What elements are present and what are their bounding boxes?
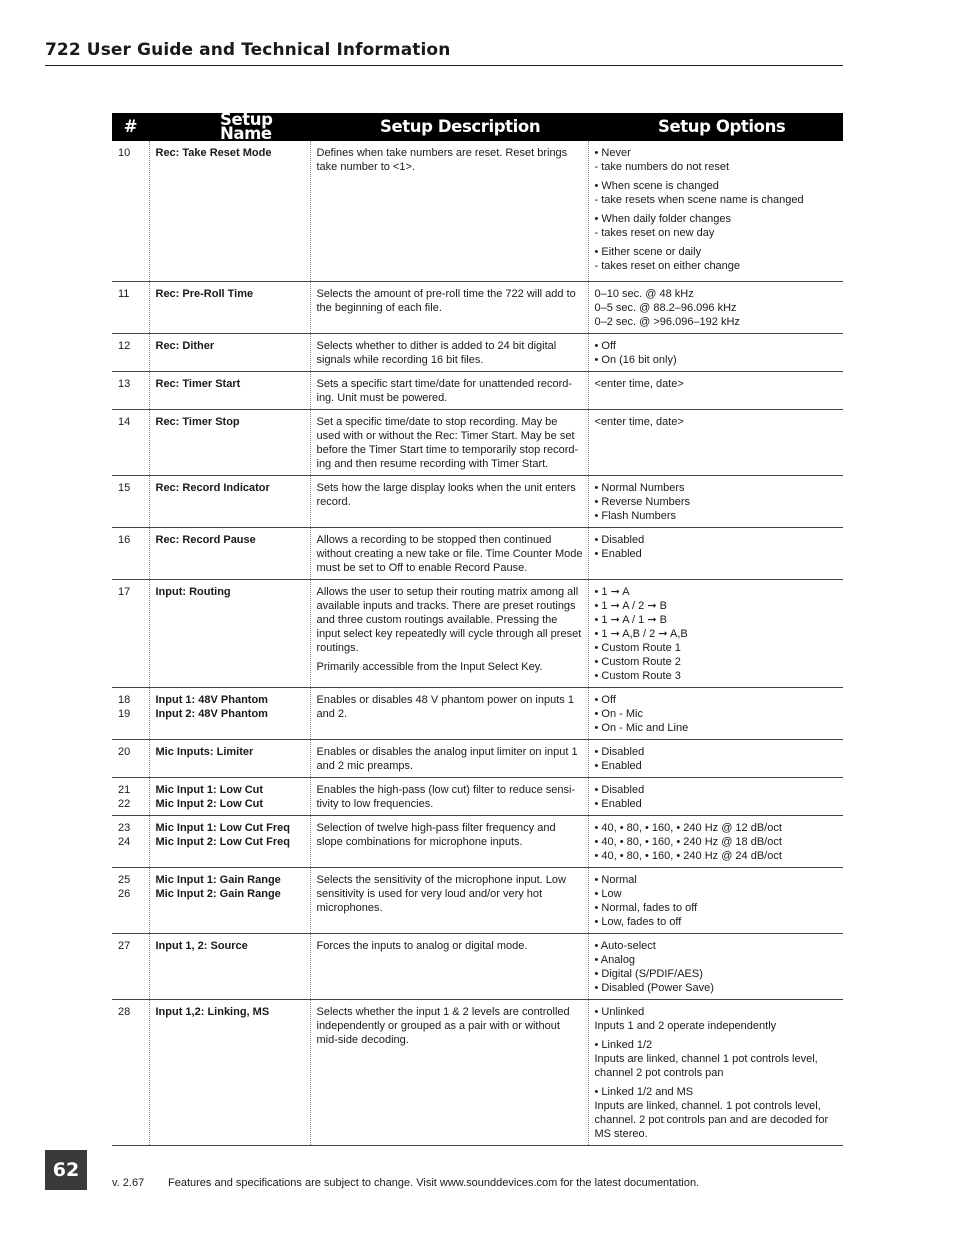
option-group (595, 873, 838, 929)
description-paragraph (317, 146, 582, 174)
option-line: • Off (594, 339, 616, 352)
setup-name: Rec: Timer Start (155, 377, 241, 390)
description-line: Selects the amount of pre-roll time the 722 will add to (316, 287, 576, 300)
description-line: slope combinations for microphone inputs. (316, 835, 523, 848)
setup-name-cell (149, 739, 310, 777)
description-line: Enables or disables 48 V phantom power on inputs 1 (316, 693, 574, 706)
setup-number: 20 (118, 745, 131, 758)
description-line: Primarily accessible from the Input Select Key. (316, 660, 543, 673)
setup-number-cell (112, 815, 149, 867)
table-row (112, 687, 843, 739)
option-line: • Custom Route 2 (594, 655, 681, 668)
setup-name-cell (149, 371, 310, 409)
description-paragraph (317, 821, 582, 849)
setup-number: 24 (118, 835, 131, 848)
setup-description-cell (310, 527, 588, 579)
table-row (112, 333, 843, 371)
setup-number: 10 (118, 147, 131, 159)
setup-number-cell (112, 999, 149, 1145)
option-line: - take resets when scene name is changed (594, 194, 804, 206)
option-line: • Off (594, 693, 616, 706)
option-line: • Either scene or daily (594, 246, 702, 258)
header-rule (45, 65, 843, 66)
setup-number: 27 (118, 939, 131, 952)
setup-description-cell (310, 687, 588, 739)
setup-options-cell (588, 527, 843, 579)
setup-description-cell (310, 777, 588, 815)
setup-number: 15 (118, 481, 131, 494)
setup-description-cell (310, 409, 588, 475)
option-line: • Normal Numbers (594, 481, 685, 494)
option-group (595, 1038, 838, 1080)
option-line: • Linked 1/2 (594, 1038, 653, 1051)
option-group (595, 783, 838, 811)
setup-number: 17 (118, 585, 131, 598)
setup-options-cell (588, 579, 843, 687)
setup-name: Input 1: 48V Phantom (155, 693, 268, 706)
setup-number-cell (112, 475, 149, 527)
option-line: 0–5 sec. @ 88.2–96.096 kHz (594, 301, 737, 314)
description-line: the beginning of each file. (316, 301, 442, 314)
setup-name: Rec: Take Reset Mode (155, 147, 272, 159)
option-line: • Low, fades to off (594, 915, 682, 928)
option-line: • Enabled (594, 759, 642, 772)
description-line: record. (316, 495, 351, 508)
option-line: - takes reset on either change (594, 260, 741, 272)
description-paragraph (317, 660, 582, 674)
setup-number: 25 (118, 873, 131, 886)
option-line: • Reverse Numbers (594, 495, 691, 508)
option-line: <enter time, date> (594, 377, 684, 390)
setup-options-cell (588, 475, 843, 527)
setup-number: 11 (118, 287, 130, 300)
setup-name: Mic Inputs: Limiter (155, 745, 254, 758)
setup-name: Rec: Record Pause (155, 533, 256, 546)
option-line: channel. 2 pot controls pan and are decoded for (594, 1113, 829, 1126)
description-paragraph (317, 693, 582, 721)
setup-number-cell (112, 141, 149, 281)
setup-name: Input 1, 2: Source (155, 939, 248, 952)
setup-number-cell (112, 579, 149, 687)
option-group (595, 212, 838, 240)
setup-name: Rec: Dither (155, 339, 215, 352)
option-line: MS stereo. (594, 1127, 648, 1140)
option-line: Inputs 1 and 2 operate independently (594, 1019, 777, 1032)
table-row (112, 527, 843, 579)
option-group (595, 377, 838, 391)
description-paragraph (317, 585, 582, 655)
setup-name: Mic Input 1: Gain Range (155, 873, 281, 886)
setup-number: 26 (118, 887, 131, 900)
setup-number: 28 (118, 1005, 131, 1018)
setup-number-cell (112, 527, 149, 579)
option-line: • Low (594, 887, 622, 900)
description-line: available inputs and tracks. There are preset routings (316, 599, 576, 612)
setup-options-cell (588, 281, 843, 333)
page-number: 62 (45, 1150, 87, 1190)
option-line: • 40, • 80, • 160, • 240 Hz @ 18 dB/oct (594, 835, 782, 848)
description-line: and 2. (316, 707, 348, 720)
setup-table (112, 110, 843, 1146)
table-row (112, 815, 843, 867)
option-line: 0–2 sec. @ >96.096–192 kHz (594, 315, 740, 328)
setup-description-cell (310, 579, 588, 687)
setup-name: Input 2: 48V Phantom (155, 707, 268, 720)
setup-description-cell (310, 999, 588, 1145)
option-group (595, 481, 838, 523)
setup-number: 16 (118, 533, 131, 546)
description-line: before the Timer Start time to temporarily stop record- (316, 443, 579, 456)
option-line: • On - Mic (594, 707, 643, 720)
option-group (595, 245, 838, 273)
description-line: Selects the sensitivity of the microphone input. Low (316, 873, 566, 886)
setup-name: Input: Routing (155, 585, 231, 598)
setup-number: 19 (118, 707, 131, 720)
setup-number-cell (112, 371, 149, 409)
description-line: used with or without the Rec: Timer Start. May be set (316, 429, 575, 442)
table-row (112, 371, 843, 409)
option-line: • Digital (S/PDIF/AES) (594, 967, 703, 980)
setup-name-cell (149, 815, 310, 867)
description-paragraph (317, 377, 582, 405)
option-line: • 1 ➞ A / 2 ➞ B (594, 599, 667, 612)
setup-options-cell (588, 333, 843, 371)
table-row (112, 867, 843, 933)
option-line: • On - Mic and Line (594, 721, 689, 734)
setup-number: 23 (118, 821, 131, 834)
description-line: input select key repeatedly will cycle through all preset (316, 627, 582, 640)
setup-number-cell (112, 687, 149, 739)
option-group (595, 339, 838, 367)
option-line: channel 2 pot controls pan (594, 1066, 724, 1079)
setup-name-cell (149, 475, 310, 527)
option-line: • Normal, fades to off (594, 901, 698, 914)
option-line: • 40, • 80, • 160, • 240 Hz @ 24 dB/oct (594, 849, 782, 862)
setup-number-cell (112, 281, 149, 333)
description-line: tivity to low frequencies. (316, 797, 434, 810)
description-line: and 2 mic preamps. (316, 759, 414, 772)
option-line: • Unlinked (594, 1005, 645, 1018)
option-group (595, 939, 838, 995)
setup-description-cell (310, 141, 588, 281)
option-line: • Custom Route 1 (594, 641, 681, 654)
description-line: Selects whether to dither is added to 24 bit digital (316, 339, 557, 352)
setup-number-cell (112, 867, 149, 933)
option-line: <enter time, date> (594, 415, 684, 428)
option-group (595, 585, 838, 683)
description-line: Sets how the large display looks when the unit enters (316, 481, 576, 494)
description-line: Selection of twelve high-pass filter frequency and (316, 821, 556, 834)
description-line: sensitivity is used for very loud and/or very hot (316, 887, 543, 900)
option-group (595, 1085, 838, 1141)
description-line: Sets a specific start time/date for unattended record- (316, 377, 573, 390)
table-row (112, 777, 843, 815)
description-paragraph (317, 873, 582, 915)
option-line: 0–10 sec. @ 48 kHz (594, 287, 694, 300)
option-line: • Flash Numbers (594, 509, 676, 522)
option-line: Inputs are linked, channel. 1 pot controls level, (594, 1099, 821, 1112)
option-group (595, 415, 838, 429)
description-paragraph (317, 415, 582, 471)
description-line: independently or grouped as a pair with or without (316, 1019, 560, 1032)
footer-note: Features and specifications are subject to change. Visit www.sounddevices.com for the latest documentation. (168, 1177, 700, 1189)
setup-name-cell (149, 141, 310, 281)
setup-name: Mic Input 1: Low Cut (155, 783, 264, 796)
setup-options-cell (588, 999, 843, 1145)
description-paragraph (317, 745, 582, 773)
description-paragraph (317, 533, 582, 575)
setup-name: Mic Input 2: Gain Range (155, 887, 281, 900)
setup-name-cell (149, 687, 310, 739)
setup-number-cell (112, 933, 149, 999)
option-line: • Enabled (594, 797, 642, 810)
option-line: - take numbers do not reset (594, 161, 730, 173)
setup-description-cell (310, 333, 588, 371)
setup-description-cell (310, 867, 588, 933)
option-group (595, 533, 838, 561)
table-header-row (112, 113, 843, 141)
setup-description-cell (310, 815, 588, 867)
table-row (112, 141, 843, 281)
setup-description-cell (310, 933, 588, 999)
description-line: Defines when take numbers are reset. Reset brings (316, 147, 568, 159)
option-line: • 40, • 80, • 160, • 240 Hz @ 12 dB/oct (594, 821, 782, 834)
setup-name: Mic Input 2: Low Cut (155, 797, 264, 810)
description-line: routings. (316, 641, 359, 654)
option-line: Inputs are linked, channel 1 pot controls level, (594, 1052, 818, 1065)
setup-options-cell (588, 141, 843, 281)
setup-name-cell (149, 777, 310, 815)
setup-name: Mic Input 2: Low Cut Freq (155, 835, 290, 848)
description-line: mid-side decoding. (316, 1033, 409, 1046)
setup-name: Mic Input 1: Low Cut Freq (155, 821, 290, 834)
option-line: • Disabled (Power Save) (594, 981, 714, 994)
setup-number-cell (112, 409, 149, 475)
setup-name: Rec: Timer Stop (155, 415, 240, 428)
option-group (595, 179, 838, 207)
setup-options-cell (588, 815, 843, 867)
footer-version: v. 2.67 (112, 1177, 145, 1189)
setup-number: 12 (118, 339, 131, 352)
option-line: • Disabled (594, 745, 645, 758)
setup-name: Input 1,2: Linking, MS (155, 1005, 270, 1018)
option-line: • Disabled (594, 783, 645, 796)
setup-description-cell (310, 475, 588, 527)
page-header-title: 722 User Guide and Technical Information (45, 40, 451, 60)
option-line: • 1 ➞ A,B / 2 ➞ A,B (594, 627, 688, 640)
setup-options-cell (588, 867, 843, 933)
column-header-setup-name: Setup Name (149, 113, 310, 141)
setup-options-cell (588, 777, 843, 815)
table-body (112, 141, 843, 1145)
table-row (112, 933, 843, 999)
option-line: • When daily folder changes (594, 213, 732, 225)
column-header-number: # (112, 113, 149, 141)
option-line: • 1 ➞ A / 1 ➞ B (594, 613, 667, 626)
setup-options-cell (588, 933, 843, 999)
setup-name-cell (149, 333, 310, 371)
description-line: ing. Unit must be powered. (316, 391, 448, 404)
table-row (112, 409, 843, 475)
setup-number: 18 (118, 693, 131, 706)
setup-name: Rec: Record Indicator (155, 481, 270, 494)
option-line: • Disabled (594, 533, 645, 546)
option-group (595, 287, 838, 329)
description-line: Enables the high-pass (low cut) filter to reduce sensi- (316, 783, 576, 796)
setup-number: 13 (118, 377, 131, 390)
description-line: must be set to Off to enable Record Pause. (316, 561, 528, 574)
option-line: • Custom Route 3 (594, 669, 681, 682)
setup-number-cell (112, 333, 149, 371)
option-group (595, 821, 838, 863)
option-line: • 1 ➞ A (594, 585, 630, 598)
setup-name-cell (149, 999, 310, 1145)
description-line: Forces the inputs to analog or digital mode. (316, 939, 528, 952)
description-paragraph (317, 287, 582, 315)
column-header-setup-options: Setup Options (588, 113, 843, 141)
setup-number-cell (112, 739, 149, 777)
setup-description-cell (310, 739, 588, 777)
setup-options-cell (588, 687, 843, 739)
description-line: signals while recording 16 bit files. (316, 353, 484, 366)
option-line: • Linked 1/2 and MS (594, 1085, 694, 1098)
option-line: • Never (594, 147, 631, 159)
description-line: and three custom routings available. Pressing the (316, 613, 558, 626)
column-header-setup-description: Setup Description (310, 113, 588, 141)
description-paragraph (317, 783, 582, 811)
setup-number: 22 (118, 797, 131, 810)
option-line: - takes reset on new day (594, 227, 715, 239)
option-group (595, 693, 838, 735)
setup-number: 14 (118, 415, 131, 428)
description-line: Enables or disables the analog input limiter on input 1 (316, 745, 578, 758)
option-line: • On (16 bit only) (594, 353, 677, 366)
setup-options-cell (588, 739, 843, 777)
description-line: microphones. (316, 901, 383, 914)
description-paragraph (317, 339, 582, 367)
description-line: take number to <1>. (316, 161, 415, 173)
option-line: • Normal (594, 873, 637, 886)
table-row (112, 999, 843, 1145)
description-paragraph (317, 1005, 582, 1047)
option-group (595, 146, 838, 174)
option-line: • When scene is changed (594, 180, 719, 192)
description-line: Allows a recording to be stopped then continued (316, 533, 552, 546)
setup-options-cell (588, 409, 843, 475)
description-line: without creating a new take or file. Time Counter Mode (316, 547, 583, 560)
setup-name: Rec: Pre-Roll Time (155, 287, 254, 300)
setup-description-cell (310, 371, 588, 409)
description-line: Set a specific time/date to stop recording. May be (316, 415, 558, 428)
setup-name-cell (149, 933, 310, 999)
table-row (112, 579, 843, 687)
setup-name-cell (149, 527, 310, 579)
description-paragraph (317, 481, 582, 509)
setup-options-cell (588, 371, 843, 409)
setup-name-cell (149, 579, 310, 687)
description-line: Selects whether the input 1 & 2 levels are controlled (316, 1005, 570, 1018)
table-row (112, 281, 843, 333)
setup-number-cell (112, 777, 149, 815)
setup-name-cell (149, 409, 310, 475)
setup-number: 21 (118, 783, 131, 796)
description-paragraph (317, 939, 582, 953)
option-line: • Analog (594, 953, 636, 966)
option-group (595, 745, 838, 773)
setup-name-cell (149, 281, 310, 333)
setup-description-cell (310, 281, 588, 333)
option-line: • Enabled (594, 547, 642, 560)
description-line: Allows the user to setup their routing matrix among all (316, 585, 579, 598)
option-line: • Auto-select (594, 939, 656, 952)
option-group (595, 1005, 838, 1033)
setup-name-cell (149, 867, 310, 933)
table-row (112, 475, 843, 527)
table-row (112, 739, 843, 777)
description-line: ing and then resume recording with Timer Start. (316, 457, 549, 470)
